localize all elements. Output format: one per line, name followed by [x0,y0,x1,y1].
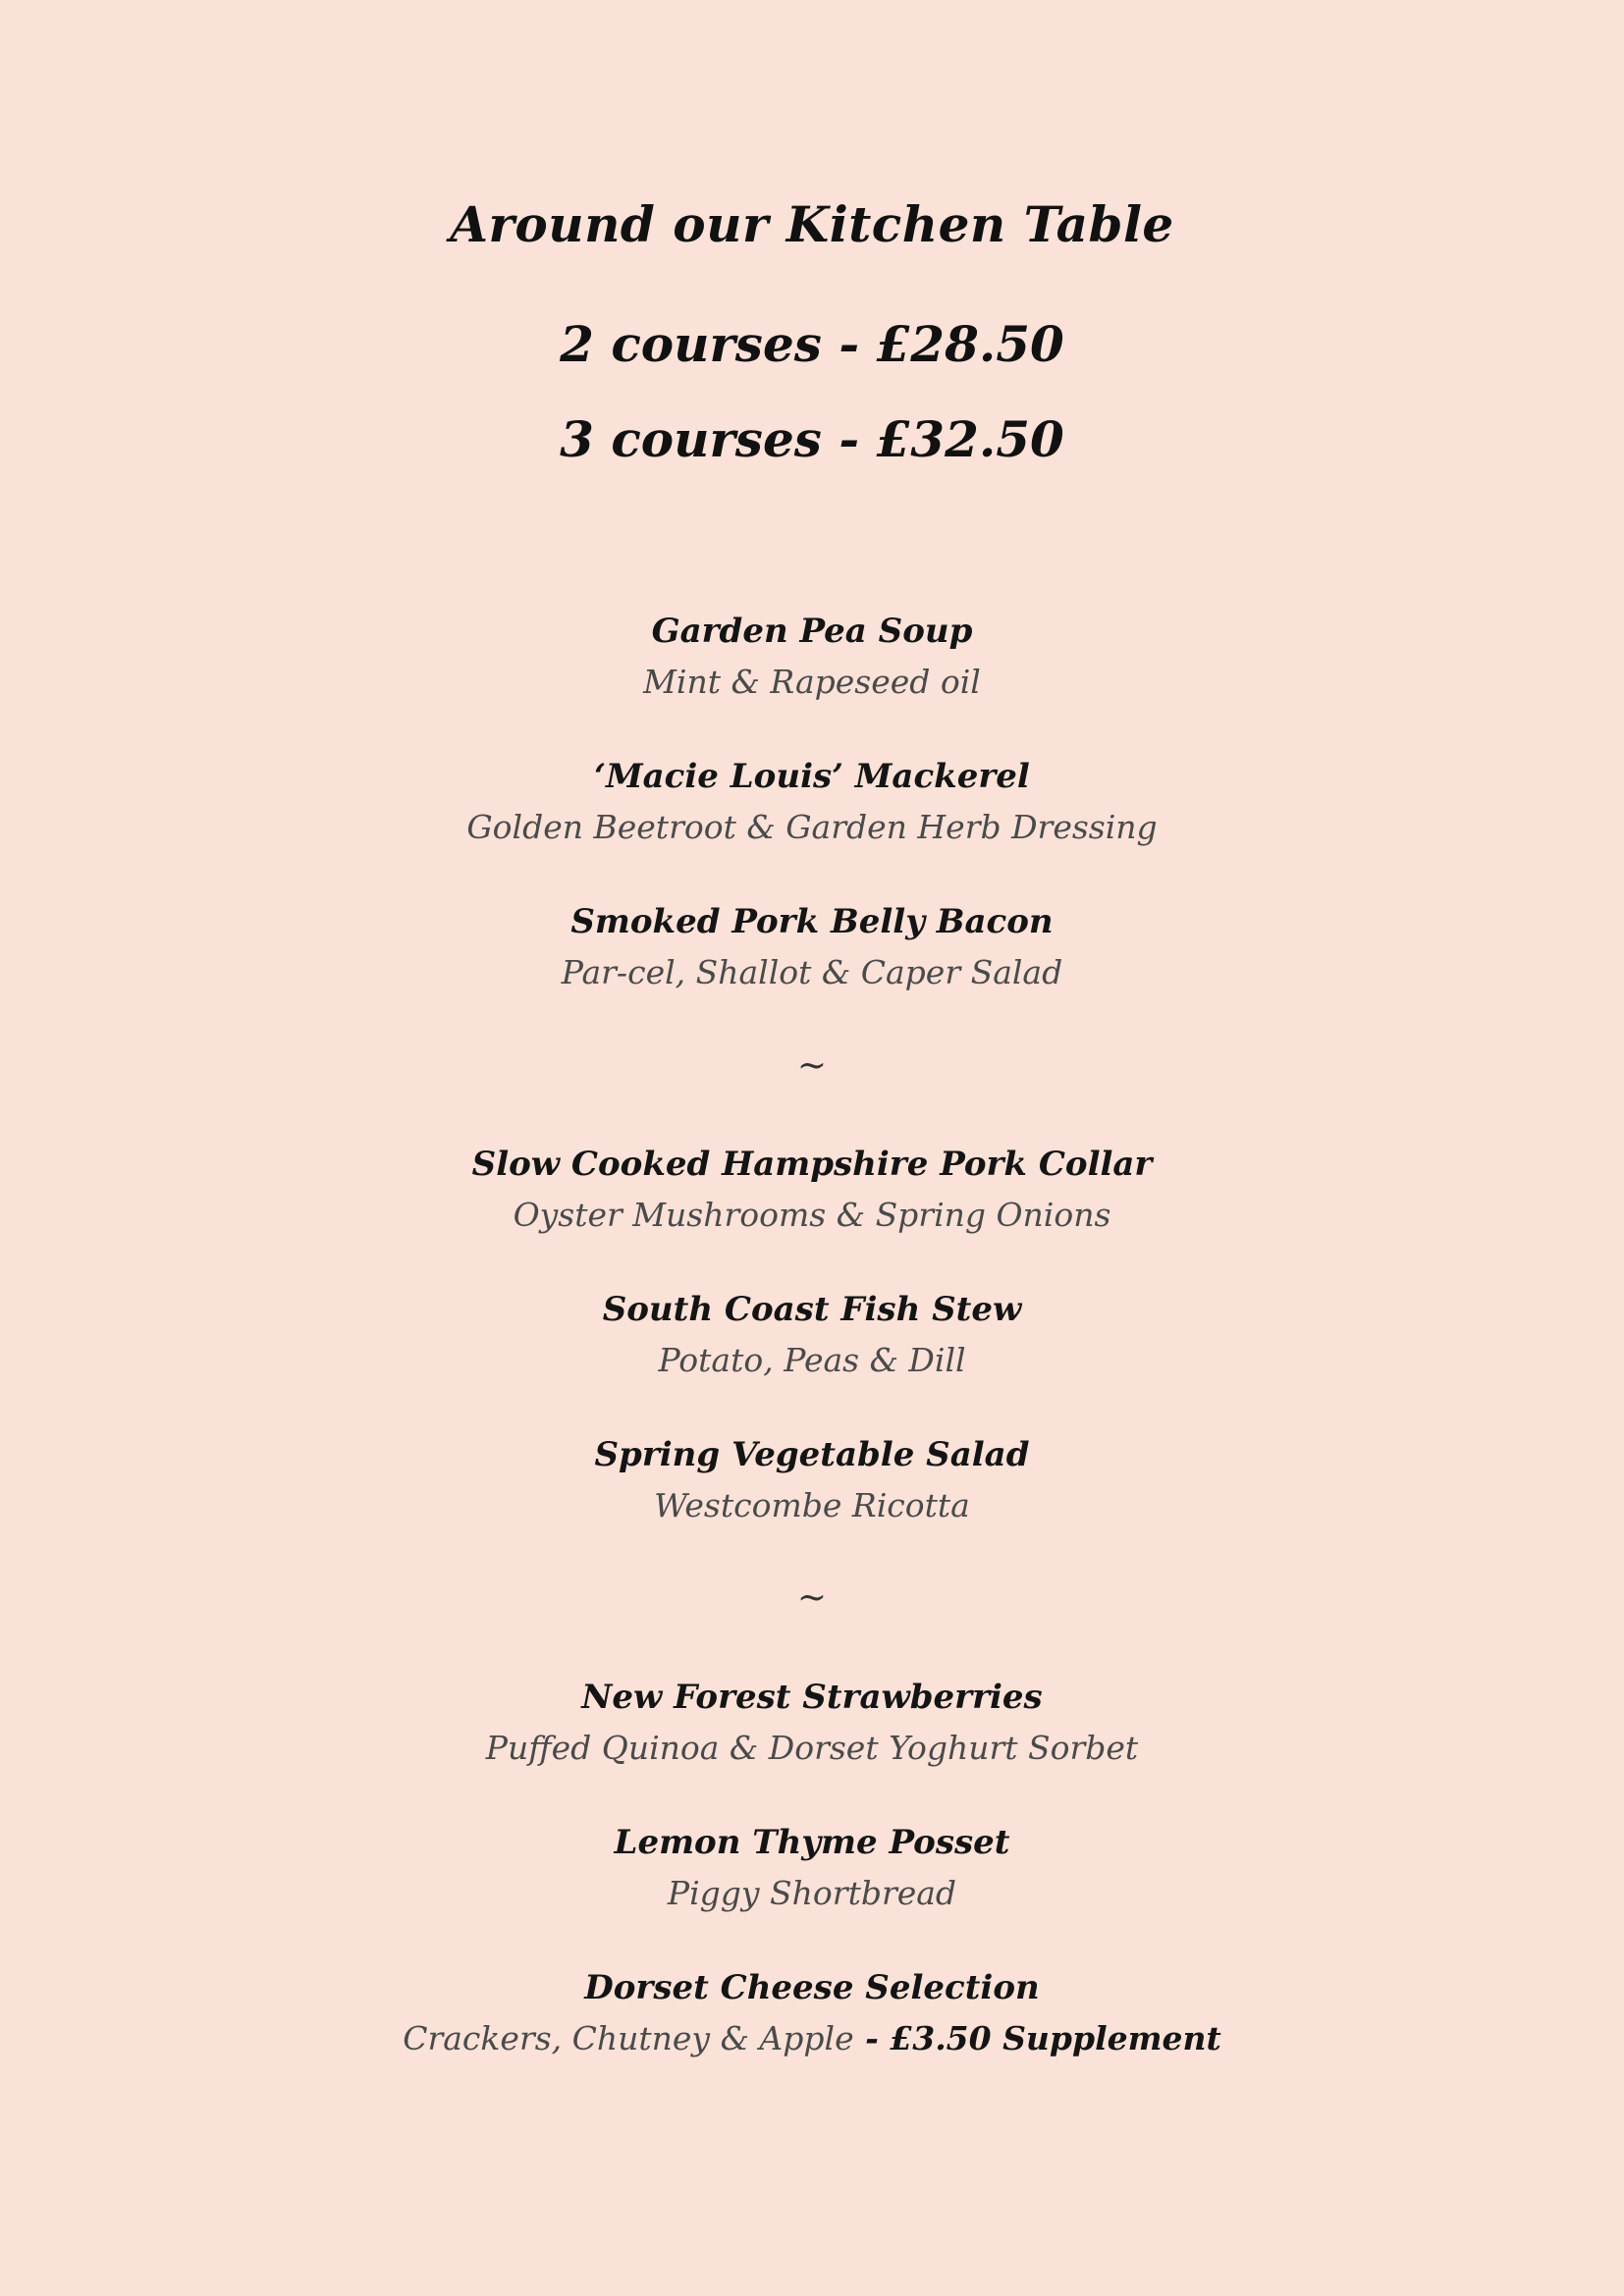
dish-name: Dorset Cheese Selection [584,1968,1040,2007]
dish-description: Westcombe Ricotta [654,1486,970,1524]
supplement-price: - £3.50 Supplement [853,2019,1221,2057]
dish-name: Smoked Pork Belly Bacon [570,902,1054,941]
price-two-courses: 2 courses - £28.50 [560,315,1064,373]
dish-description: Mint & Rapeseed oil [643,663,981,701]
dish-name: Spring Vegetable Salad [594,1435,1030,1474]
dish-description: Oyster Mushrooms & Spring Onions [513,1196,1111,1234]
dish-description: Piggy Shortbread [667,1874,957,1912]
course-separator: ~ [796,1045,828,1086]
dish-description: Golden Beetroot & Garden Herb Dressing [466,808,1158,846]
menu-title: Around our Kitchen Table [450,195,1174,253]
dish-name: Garden Pea Soup [651,612,973,651]
price-three-courses: 3 courses - £32.50 [560,410,1064,468]
course-separator: ~ [796,1577,828,1618]
dish-name: New Forest Strawberries [581,1678,1043,1717]
dish-name: Slow Cooked Hampshire Pork Collar [471,1145,1153,1184]
dish-description: Par-cel, Shallot & Caper Salad [561,953,1063,991]
dish-name: ‘Macie Louis’ Mackerel [594,757,1030,796]
dish-description-text: Crackers, Chutney & Apple [403,2019,854,2057]
dish-description: Potato, Peas & Dill [658,1341,966,1379]
dish-name: South Coast Fish Stew [602,1290,1022,1329]
dish-description [0,2019,1624,2057]
dish-name: Lemon Thyme Posset [614,1823,1010,1862]
dish-description: Puffed Quinoa & Dorset Yoghurt Sorbet [485,1729,1139,1767]
